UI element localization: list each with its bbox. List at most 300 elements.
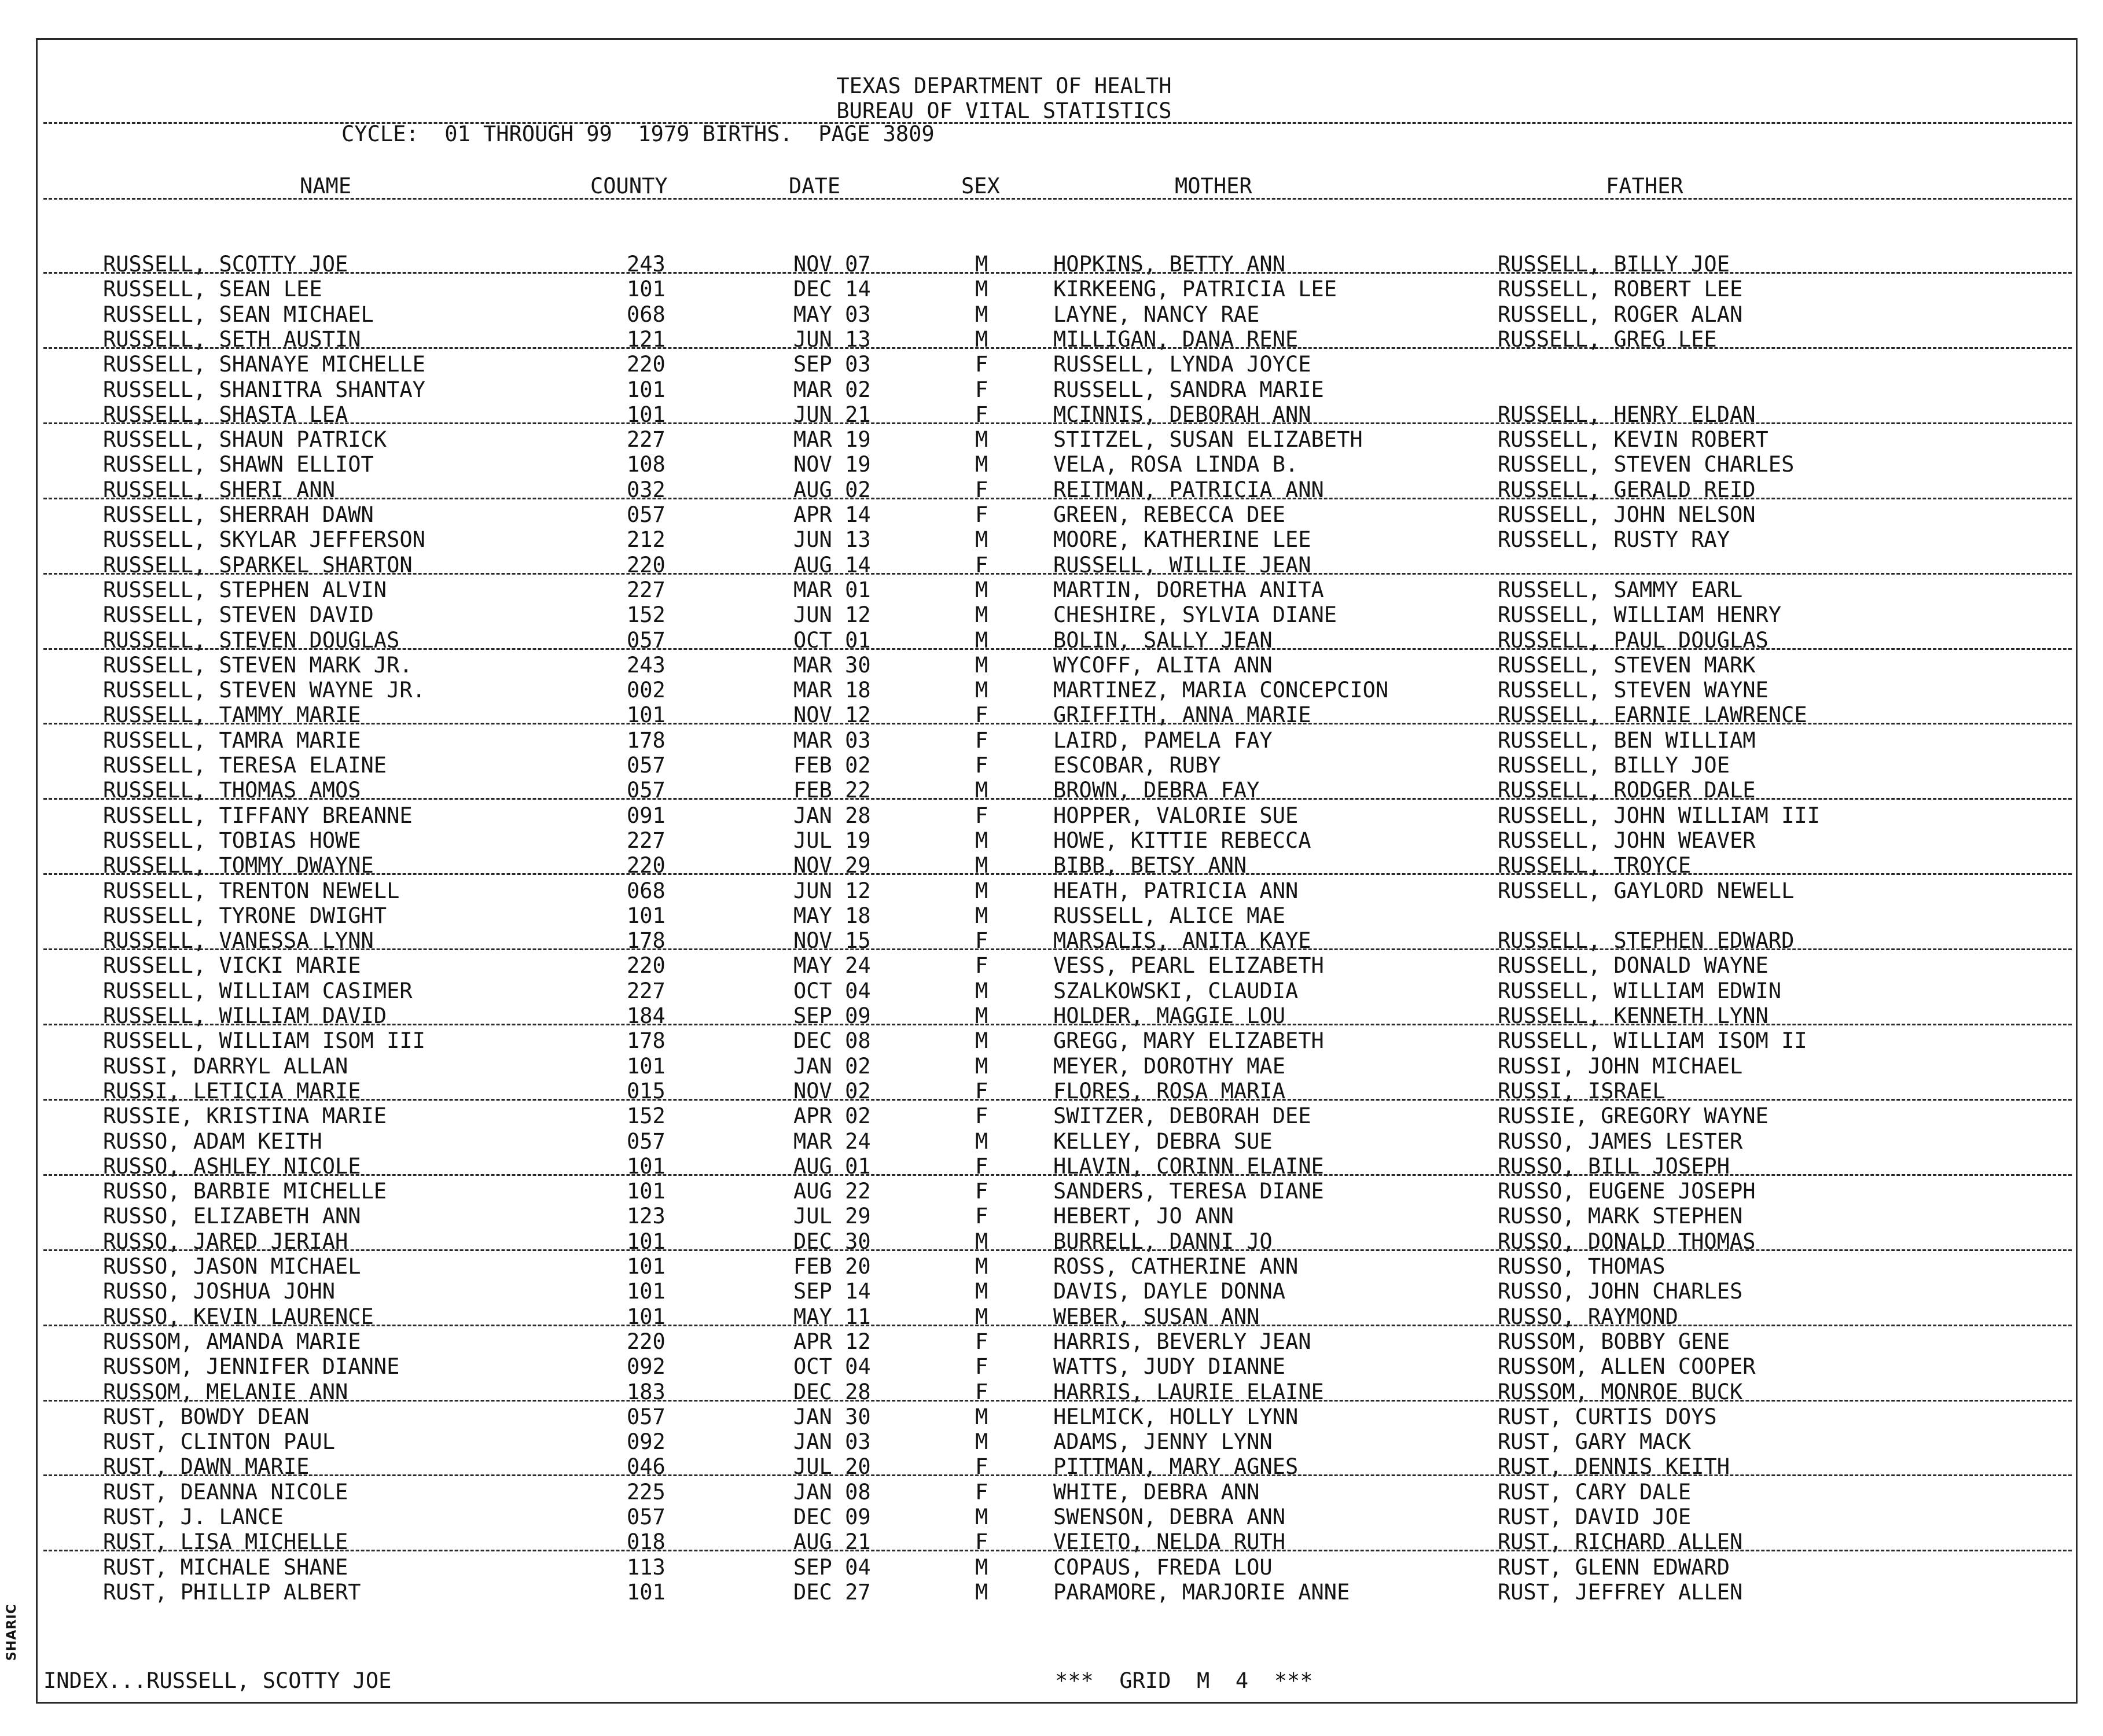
cell-sex: M [975, 427, 988, 453]
row-guide-line [43, 948, 2072, 950]
cell-county: 092 [627, 1429, 666, 1455]
cell-mother: MOORE, KATHERINE LEE [1053, 527, 1311, 553]
cell-father: RUSSELL, PAUL DOUGLAS [1498, 627, 1769, 653]
cell-mother: HOPKINS, BETTY ANN [1053, 252, 1285, 277]
cell-name: RUSSELL, TAMRA MARIE [103, 727, 361, 753]
cell-father: RUSSELL, SAMMY EARL [1498, 577, 1743, 602]
cell-county: 101 [627, 1579, 666, 1605]
cell-father: RUST, CURTIS DOYS [1498, 1404, 1717, 1429]
cell-sex: M [975, 1429, 988, 1455]
cell-county: 101 [627, 1153, 666, 1179]
cell-county: 068 [627, 301, 666, 327]
cell-sex: F [975, 1379, 988, 1404]
cell-sex: M [975, 778, 988, 803]
cell-name: RUSSELL, SHERRAH DAWN [103, 502, 374, 527]
cell-father: RUSSELL, KENNETH LYNN [1498, 1003, 1769, 1028]
cell-mother: BOLIN, SALLY JEAN [1053, 627, 1273, 653]
cell-date: MAR 01 [793, 577, 871, 602]
cell-county: 057 [627, 778, 666, 803]
cell-county: 178 [627, 928, 666, 954]
cell-mother: GREEN, REBECCA DEE [1053, 502, 1285, 527]
cell-father: RUSSELL, WILLIAM ISOM II [1498, 1028, 1807, 1054]
cell-name: RUSSIE, KRISTINA MARIE [103, 1104, 387, 1129]
cell-name: RUSSELL, STEPHEN ALVIN [103, 577, 387, 602]
cell-mother: KIRKEENG, PATRICIA LEE [1053, 277, 1337, 302]
cell-county: 032 [627, 477, 666, 502]
row-guide-line [43, 1474, 2072, 1476]
cell-sex: F [975, 1454, 988, 1480]
cell-county: 152 [627, 602, 666, 628]
row-guide-line [43, 1024, 2072, 1025]
cell-sex: M [975, 277, 988, 302]
cell-sex: M [975, 602, 988, 628]
cell-sex: F [975, 1529, 988, 1555]
cell-father: RUSSO, JAMES LESTER [1498, 1128, 1743, 1154]
cell-date: JUL 19 [793, 827, 871, 853]
cell-date: JUL 29 [793, 1204, 871, 1229]
cell-mother: GREGG, MARY ELIZABETH [1053, 1028, 1324, 1054]
cell-date: NOV 12 [793, 703, 871, 728]
cell-date: JAN 02 [793, 1053, 871, 1079]
cell-county: 068 [627, 878, 666, 903]
column-header-name: NAME [300, 174, 352, 198]
cell-sex: M [975, 1279, 988, 1304]
cell-sex: M [975, 827, 988, 853]
cell-name: RUSSELL, TIFFANY BREANNE [103, 803, 413, 828]
column-header-sex: SEX [961, 174, 1000, 198]
cell-county: 101 [627, 377, 666, 402]
cell-mother: ADAMS, JENNY LYNN [1053, 1429, 1273, 1455]
cell-sex: F [975, 727, 988, 753]
cell-father: RUSSO, JOHN CHARLES [1498, 1279, 1743, 1304]
cell-date: NOV 15 [793, 928, 871, 954]
cell-mother: SZALKOWSKI, CLAUDIA [1053, 978, 1299, 1003]
cell-county: 178 [627, 727, 666, 753]
cell-county: 121 [627, 326, 666, 352]
cell-father: RUSSELL, BEN WILLIAM [1498, 727, 1756, 753]
cell-date: DEC 14 [793, 277, 871, 302]
cell-mother: FLORES, ROSA MARIA [1053, 1078, 1285, 1104]
cell-county: 057 [627, 1128, 666, 1154]
cell-mother: GRIFFITH, ANNA MARIE [1053, 703, 1311, 728]
cell-name: RUSSO, BARBIE MICHELLE [103, 1179, 387, 1204]
cell-father: RUSSELL, STEVEN CHARLES [1498, 452, 1795, 477]
cell-sex: F [975, 1204, 988, 1229]
cell-father: RUSSO, EUGENE JOSEPH [1498, 1179, 1756, 1204]
cell-sex: M [975, 1229, 988, 1254]
cell-county: 152 [627, 1104, 666, 1129]
cell-name: RUSSELL, SEAN MICHAEL [103, 301, 374, 327]
cell-name: RUST, PHILLIP ALBERT [103, 1579, 361, 1605]
cell-name: RUST, DAWN MARIE [103, 1454, 310, 1480]
cell-name: RUSSELL, SHAUN PATRICK [103, 427, 387, 453]
cell-date: JUL 20 [793, 1454, 871, 1480]
cell-date: NOV 07 [793, 252, 871, 277]
row-guide-line [43, 272, 2072, 274]
cell-name: RUSSELL, TOMMY DWAYNE [103, 853, 374, 878]
bureau-title: BUREAU OF VITAL STATISTICS [836, 98, 1172, 123]
cell-name: RUST, CLINTON PAUL [103, 1429, 335, 1455]
cell-county: 123 [627, 1204, 666, 1229]
cell-sex: M [975, 452, 988, 477]
row-guide-line [43, 723, 2072, 724]
cell-father: RUSSELL, HENRY ELDAN [1498, 402, 1756, 427]
cell-date: DEC 28 [793, 1379, 871, 1404]
row-guide-line [43, 648, 2072, 650]
cell-father: RUSSELL, KEVIN ROBERT [1498, 427, 1769, 453]
cell-date: MAR 30 [793, 652, 871, 678]
cell-father: RUSSELL, RODGER DALE [1498, 778, 1756, 803]
cell-county: 101 [627, 1279, 666, 1304]
cell-date: JUN 21 [793, 402, 871, 427]
cell-name: RUSSELL, TRENTON NEWELL [103, 878, 400, 903]
row-guide-line [43, 1550, 2072, 1551]
grid-footer: *** GRID M 4 *** [1055, 1668, 1313, 1693]
cell-date: NOV 29 [793, 853, 871, 878]
cell-father: RUSSELL, GERALD REID [1498, 477, 1756, 502]
cell-date: DEC 27 [793, 1579, 871, 1605]
cell-date: JUN 13 [793, 326, 871, 352]
cell-father: RUSSELL, GREG LEE [1498, 326, 1717, 352]
cell-county: 057 [627, 502, 666, 527]
cell-sex: M [975, 1003, 988, 1028]
cell-father: RUST, JEFFREY ALLEN [1498, 1579, 1743, 1605]
cell-father: RUST, CARY DALE [1498, 1479, 1692, 1505]
cell-name: RUSSELL, SETH AUSTIN [103, 326, 361, 352]
cell-father: RUSSO, THOMAS [1498, 1254, 1666, 1279]
column-header-date: DATE [789, 174, 841, 198]
cell-name: RUSSO, ELIZABETH ANN [103, 1204, 361, 1229]
cell-name: RUSSELL, TYRONE DWIGHT [103, 903, 387, 928]
cell-father: RUSSELL, RUSTY RAY [1498, 527, 1730, 553]
cell-county: 184 [627, 1003, 666, 1028]
cell-sex: M [975, 301, 988, 327]
cell-sex: M [975, 1505, 988, 1529]
cell-name: RUSSELL, SHERI ANN [103, 477, 335, 502]
cell-date: DEC 30 [793, 1229, 871, 1254]
cell-sex: F [975, 402, 988, 427]
cell-county: 046 [627, 1454, 666, 1480]
cell-date: DEC 09 [793, 1505, 871, 1529]
cell-name: RUSSELL, SHASTA LEA [103, 402, 348, 427]
cell-date: AUG 21 [793, 1529, 871, 1555]
cell-mother: HARRIS, LAURIE ELAINE [1053, 1379, 1324, 1404]
cell-name: RUSSELL, SEAN LEE [103, 277, 322, 302]
cell-date: AUG 02 [793, 477, 871, 502]
cell-date: MAR 03 [793, 727, 871, 753]
row-guide-line [43, 798, 2072, 800]
cell-sex: F [975, 1329, 988, 1354]
row-guide-line [43, 1325, 2072, 1326]
cell-father: RUST, RICHARD ALLEN [1498, 1529, 1743, 1555]
cell-county: 113 [627, 1554, 666, 1580]
cell-county: 227 [627, 577, 666, 602]
cell-mother: MARSALIS, ANITA KAYE [1053, 928, 1311, 954]
cell-father: RUSSELL, WILLIAM EDWIN [1498, 978, 1782, 1003]
index-footer: INDEX...RUSSELL, SCOTTY JOE [43, 1668, 392, 1693]
cell-father: RUSSO, DONALD THOMAS [1498, 1229, 1756, 1254]
cell-county: 227 [627, 827, 666, 853]
cell-sex: M [975, 1579, 988, 1605]
cell-mother: STITZEL, SUSAN ELIZABETH [1053, 427, 1363, 453]
cell-father: RUST, DENNIS KEITH [1498, 1454, 1730, 1480]
cell-date: DEC 08 [793, 1028, 871, 1054]
cell-father: RUSSELL, GAYLORD NEWELL [1498, 878, 1795, 903]
cell-date: NOV 19 [793, 452, 871, 477]
cell-sex: M [975, 1028, 988, 1054]
cell-sex: F [975, 552, 988, 578]
cell-date: MAY 18 [793, 903, 871, 928]
cell-date: JUN 12 [793, 878, 871, 903]
cell-father: RUSSELL, ROGER ALAN [1498, 301, 1743, 327]
cell-date: JAN 08 [793, 1479, 871, 1505]
cell-date: MAY 03 [793, 301, 871, 327]
cell-mother: LAYNE, NANCY RAE [1053, 301, 1260, 327]
cell-father: RUSSI, ISRAEL [1498, 1078, 1666, 1104]
cell-date: SEP 04 [793, 1554, 871, 1580]
cell-county: 220 [627, 1329, 666, 1354]
cell-name: RUSSELL, SKYLAR JEFFERSON [103, 527, 425, 553]
cell-mother: VEIETO, NELDA RUTH [1053, 1529, 1285, 1555]
cell-name: RUSSELL, VICKI MARIE [103, 953, 361, 979]
cell-father: RUSSELL, EARNIE LAWRENCE [1498, 703, 1807, 728]
cell-name: RUSSELL, SHAWN ELLIOT [103, 452, 374, 477]
cell-mother: ROSS, CATHERINE ANN [1053, 1254, 1299, 1279]
cell-mother: DAVIS, DAYLE DONNA [1053, 1279, 1285, 1304]
cell-sex: M [975, 652, 988, 678]
cell-name: RUSSOM, MELANIE ANN [103, 1379, 348, 1404]
cell-mother: WATTS, JUDY DIANNE [1053, 1354, 1285, 1380]
cell-county: 101 [627, 703, 666, 728]
cell-sex: M [975, 627, 988, 653]
cell-name: RUSSELL, VANESSA LYNN [103, 928, 374, 954]
cell-sex: F [975, 928, 988, 954]
cell-county: 092 [627, 1354, 666, 1380]
cell-sex: M [975, 1053, 988, 1079]
cell-mother: HARRIS, BEVERLY JEAN [1053, 1329, 1311, 1354]
cell-sex: F [975, 1179, 988, 1204]
cell-father: RUSSOM, MONROE BUCK [1498, 1379, 1743, 1404]
cell-county: 227 [627, 427, 666, 453]
cell-county: 220 [627, 352, 666, 377]
cell-county: 101 [627, 277, 666, 302]
row-guide-line [43, 498, 2072, 499]
cell-date: MAR 02 [793, 377, 871, 402]
cell-date: APR 14 [793, 502, 871, 527]
cell-father: RUST, DAVID JOE [1498, 1505, 1692, 1529]
cell-date: JUN 12 [793, 602, 871, 628]
cell-county: 220 [627, 853, 666, 878]
cell-county: 178 [627, 1028, 666, 1054]
column-header-rule [43, 198, 2072, 200]
cell-date: JAN 30 [793, 1404, 871, 1429]
cell-date: AUG 14 [793, 552, 871, 578]
cell-name: RUSSO, JARED JERIAH [103, 1229, 348, 1254]
cell-name: RUSSELL, WILLIAM ISOM III [103, 1028, 425, 1054]
cell-mother: BURRELL, DANNI JO [1053, 1229, 1273, 1254]
cell-sex: F [975, 953, 988, 979]
cell-name: RUSSELL, WILLIAM CASIMER [103, 978, 413, 1003]
cell-county: 101 [627, 402, 666, 427]
cell-sex: F [975, 502, 988, 527]
cell-father: RUSSELL, JOHN NELSON [1498, 502, 1756, 527]
cell-name: RUSSELL, WILLIAM DAVID [103, 1003, 387, 1028]
cell-date: MAY 24 [793, 953, 871, 979]
cell-father: RUSSO, BILL JOSEPH [1498, 1153, 1730, 1179]
cell-father: RUSSELL, JOHN WEAVER [1498, 827, 1756, 853]
cell-mother: WHITE, DEBRA ANN [1053, 1479, 1260, 1505]
cell-sex: F [975, 753, 988, 778]
cell-mother: HEATH, PATRICIA ANN [1053, 878, 1299, 903]
cell-mother: PITTMAN, MARY AGNES [1053, 1454, 1299, 1480]
cell-father: RUSSI, JOHN MICHAEL [1498, 1053, 1743, 1079]
cell-sex: F [975, 377, 988, 402]
cell-name: RUSSI, LETICIA MARIE [103, 1078, 361, 1104]
agency-title: TEXAS DEPARTMENT OF HEALTH [836, 73, 1172, 98]
cell-date: FEB 22 [793, 778, 871, 803]
cell-mother: COPAUS, FREDA LOU [1053, 1554, 1273, 1580]
cell-name: RUST, J. LANCE [103, 1505, 284, 1529]
cell-father: RUSSO, RAYMOND [1498, 1304, 1678, 1329]
cell-sex: M [975, 678, 988, 703]
cell-county: 101 [627, 1053, 666, 1079]
cell-name: RUSSO, JASON MICHAEL [103, 1254, 361, 1279]
cell-date: SEP 14 [793, 1279, 871, 1304]
cell-mother: RUSSELL, LYNDA JOYCE [1053, 352, 1311, 377]
cell-date: OCT 01 [793, 627, 871, 653]
cell-mother: WYCOFF, ALITA ANN [1053, 652, 1273, 678]
cell-name: RUSSELL, STEVEN DOUGLAS [103, 627, 400, 653]
cell-county: 002 [627, 678, 666, 703]
cell-sex: M [975, 1128, 988, 1154]
cell-name: RUSSELL, SCOTTY JOE [103, 252, 348, 277]
cell-mother: KELLEY, DEBRA SUE [1053, 1128, 1273, 1154]
cell-name: RUST, MICHALE SHANE [103, 1554, 348, 1580]
cell-county: 101 [627, 1254, 666, 1279]
cell-name: RUST, BOWDY DEAN [103, 1404, 310, 1429]
cell-name: RUSSOM, AMANDA MARIE [103, 1329, 361, 1354]
cell-mother: PARAMORE, MARJORIE ANNE [1053, 1579, 1350, 1605]
cell-father: RUSSELL, STEPHEN EDWARD [1498, 928, 1795, 954]
cell-name: RUSSELL, TOBIAS HOWE [103, 827, 361, 853]
cell-father: RUSSOM, BOBBY GENE [1498, 1329, 1730, 1354]
cell-date: MAR 24 [793, 1128, 871, 1154]
cell-mother: SWITZER, DEBORAH DEE [1053, 1104, 1311, 1129]
cell-father: RUSSELL, ROBERT LEE [1498, 277, 1743, 302]
cell-mother: VESS, PEARL ELIZABETH [1053, 953, 1324, 979]
cell-name: RUST, LISA MICHELLE [103, 1529, 348, 1555]
cell-father: RUST, GARY MACK [1498, 1429, 1692, 1455]
cell-sex: M [975, 1404, 988, 1429]
cell-father: RUSSELL, WILLIAM HENRY [1498, 602, 1782, 628]
cell-mother: MARTINEZ, MARIA CONCEPCION [1053, 678, 1389, 703]
cell-mother: RUSSELL, SANDRA MARIE [1053, 377, 1324, 402]
cell-father: RUSSIE, GREGORY WAYNE [1498, 1104, 1769, 1129]
cell-mother: MILLIGAN, DANA RENE [1053, 326, 1299, 352]
cell-sex: F [975, 703, 988, 728]
cell-father: RUSSELL, STEVEN MARK [1498, 652, 1756, 678]
cell-sex: F [975, 1354, 988, 1380]
cell-date: MAR 19 [793, 427, 871, 453]
column-header-mother: MOTHER [1175, 174, 1252, 198]
row-guide-line [43, 347, 2072, 349]
cell-sex: M [975, 878, 988, 903]
cell-mother: HOPPER, VALORIE SUE [1053, 803, 1299, 828]
cell-county: 057 [627, 1505, 666, 1529]
cell-sex: M [975, 1554, 988, 1580]
cell-name: RUSSO, KEVIN LAURENCE [103, 1304, 374, 1329]
row-guide-line [43, 1174, 2072, 1176]
cell-county: 183 [627, 1379, 666, 1404]
cell-sex: F [975, 803, 988, 828]
cell-date: SEP 09 [793, 1003, 871, 1028]
cell-sex: M [975, 978, 988, 1003]
row-guide-line [43, 573, 2072, 575]
cell-name: RUSSELL, STEVEN DAVID [103, 602, 374, 628]
cell-mother: HEBERT, JO ANN [1053, 1204, 1234, 1229]
cell-father: RUSSELL, BILLY JOE [1498, 252, 1730, 277]
cell-sex: M [975, 1254, 988, 1279]
cell-name: RUSSELL, STEVEN MARK JR. [103, 652, 413, 678]
cell-county: 091 [627, 803, 666, 828]
cell-name: RUSSOM, JENNIFER DIANNE [103, 1354, 400, 1380]
cell-mother: HLAVIN, CORINN ELAINE [1053, 1153, 1324, 1179]
row-guide-line [43, 1099, 2072, 1101]
cell-mother: CHESHIRE, SYLVIA DIANE [1053, 602, 1337, 628]
cell-county: 101 [627, 1229, 666, 1254]
column-header-county: COUNTY [590, 174, 668, 198]
cell-sex: M [975, 903, 988, 928]
cell-name: RUSSELL, TAMMY MARIE [103, 703, 361, 728]
cell-mother: RUSSELL, ALICE MAE [1053, 903, 1285, 928]
cell-date: OCT 04 [793, 1354, 871, 1380]
cell-date: APR 02 [793, 1104, 871, 1129]
cell-date: SEP 03 [793, 352, 871, 377]
cell-date: JAN 03 [793, 1429, 871, 1455]
cell-county: 220 [627, 552, 666, 578]
cell-county: 101 [627, 903, 666, 928]
cell-county: 212 [627, 527, 666, 553]
cell-mother: HOLDER, MAGGIE LOU [1053, 1003, 1285, 1028]
cell-county: 057 [627, 753, 666, 778]
cell-date: NOV 02 [793, 1078, 871, 1104]
cell-sex: F [975, 352, 988, 377]
cell-county: 225 [627, 1479, 666, 1505]
cell-father: RUSSO, MARK STEPHEN [1498, 1204, 1743, 1229]
cell-date: JAN 28 [793, 803, 871, 828]
cycle-line: CYCLE: 01 THROUGH 99 1979 BIRTHS. PAGE 3809 [341, 122, 935, 146]
cell-mother: HOWE, KITTIE REBECCA [1053, 827, 1311, 853]
margin-label: SHARIC [5, 1603, 19, 1661]
cell-county: 015 [627, 1078, 666, 1104]
cell-sex: M [975, 577, 988, 602]
cell-name: RUSSELL, TERESA ELAINE [103, 753, 387, 778]
cell-date: MAY 11 [793, 1304, 871, 1329]
cell-mother: SANDERS, TERESA DIANE [1053, 1179, 1324, 1204]
cell-mother: LAIRD, PAMELA FAY [1053, 727, 1273, 753]
cell-mother: BIBB, BETSY ANN [1053, 853, 1247, 878]
cell-mother: ESCOBAR, RUBY [1053, 753, 1221, 778]
cell-sex: M [975, 853, 988, 878]
cell-father: RUSSELL, DONALD WAYNE [1498, 953, 1769, 979]
cell-date: AUG 01 [793, 1153, 871, 1179]
cell-mother: MCINNIS, DEBORAH ANN [1053, 402, 1311, 427]
cell-name: RUSSO, JOSHUA JOHN [103, 1279, 335, 1304]
cell-mother: MEYER, DOROTHY MAE [1053, 1053, 1285, 1079]
cell-mother: RUSSELL, WILLIE JEAN [1053, 552, 1311, 578]
cell-date: MAR 18 [793, 678, 871, 703]
cell-county: 057 [627, 627, 666, 653]
